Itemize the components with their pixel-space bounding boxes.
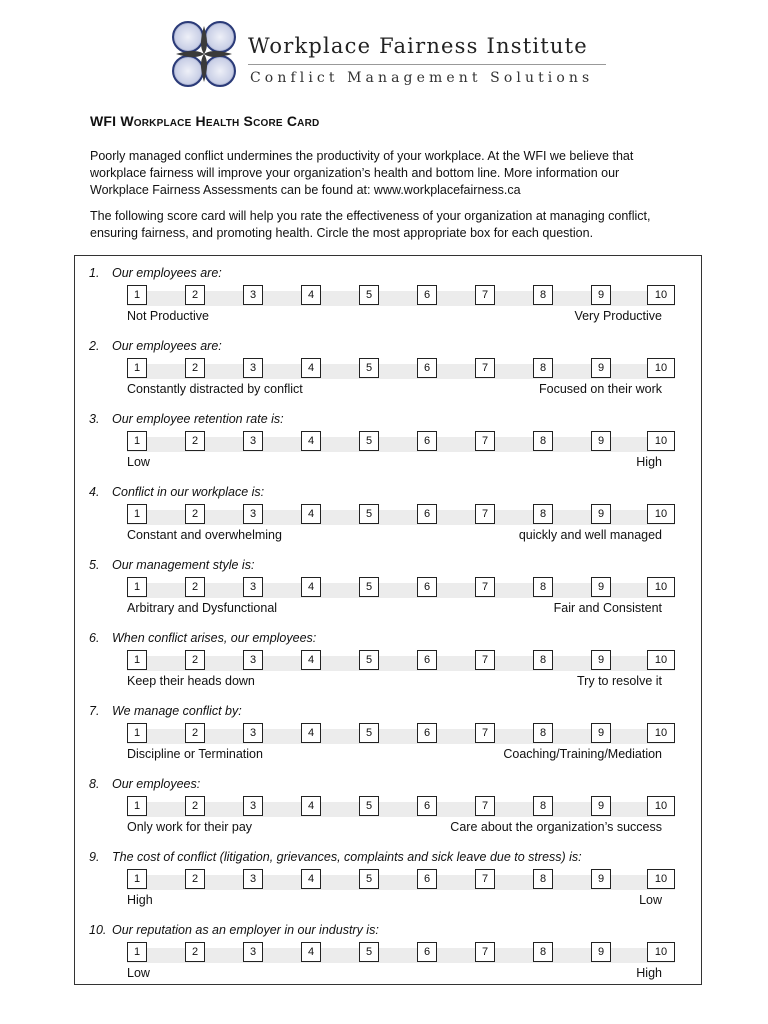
rating-box-10[interactable]: 10 (647, 431, 675, 451)
question-text (89, 631, 316, 645)
question-prompt: Our employee retention rate is: (112, 412, 284, 426)
question-text (89, 704, 242, 718)
question-9 (89, 844, 689, 914)
rating-box-1[interactable]: 1 (127, 723, 147, 743)
rating-box-2[interactable]: 2 (185, 796, 205, 816)
rating-box-10[interactable]: 10 (647, 796, 675, 816)
rating-box-2[interactable]: 2 (185, 723, 205, 743)
rating-box-1[interactable]: 1 (127, 577, 147, 597)
rating-box-1[interactable]: 1 (127, 796, 147, 816)
question-prompt: Our employees are: (112, 266, 222, 280)
rating-box-4[interactable]: 4 (301, 650, 321, 670)
rating-box-7[interactable]: 7 (475, 285, 495, 305)
question-prompt: Our management style is: (112, 558, 255, 572)
scale-high-label: Fair and Consistent (553, 601, 662, 615)
rating-box-7[interactable]: 7 (475, 577, 495, 597)
question-2 (89, 333, 689, 403)
rating-box-8[interactable]: 8 (533, 504, 553, 524)
rating-box-5[interactable]: 5 (359, 285, 379, 305)
rating-box-10[interactable]: 10 (647, 650, 675, 670)
question-10 (89, 917, 689, 987)
question-text (89, 412, 284, 426)
rating-box-9[interactable]: 9 (591, 942, 611, 962)
four-petal-logo-icon (170, 18, 238, 90)
rating-box-3[interactable]: 3 (243, 796, 263, 816)
question-1 (89, 260, 689, 330)
rating-box-6[interactable]: 6 (417, 577, 437, 597)
rating-box-10[interactable]: 10 (647, 869, 675, 889)
rating-box-8[interactable]: 8 (533, 869, 553, 889)
rating-scale (127, 504, 675, 526)
question-prompt: Our employees are: (112, 339, 222, 353)
scale-low-label: Discipline or Termination (127, 747, 263, 761)
rating-box-9[interactable]: 9 (591, 577, 611, 597)
scale-low-label: Constantly distracted by conflict (127, 382, 303, 396)
rating-scale (127, 285, 675, 307)
rating-box-5[interactable]: 5 (359, 650, 379, 670)
rating-box-3[interactable]: 3 (243, 504, 263, 524)
rating-box-4[interactable]: 4 (301, 504, 321, 524)
question-number: 6. (89, 631, 100, 645)
question-number: 7. (89, 704, 100, 718)
rating-box-4[interactable]: 4 (301, 285, 321, 305)
question-number: 10. (89, 923, 107, 937)
rating-box-4[interactable]: 4 (301, 942, 321, 962)
scale-low-label: Keep their heads down (127, 674, 255, 688)
rating-box-6[interactable]: 6 (417, 869, 437, 889)
rating-box-7[interactable]: 7 (475, 650, 495, 670)
header-logo (170, 14, 610, 94)
org-tagline: Conflict Management Solutions (250, 70, 594, 86)
question-text (89, 266, 222, 280)
rating-box-7[interactable]: 7 (475, 796, 495, 816)
scale-high-label: Low (639, 893, 662, 907)
rating-box-6[interactable]: 6 (417, 723, 437, 743)
rating-box-4[interactable]: 4 (301, 577, 321, 597)
rating-box-10[interactable]: 10 (647, 504, 675, 524)
rating-box-10[interactable]: 10 (647, 358, 675, 378)
question-number: 1. (89, 266, 100, 280)
rating-box-4[interactable]: 4 (301, 358, 321, 378)
rating-box-1[interactable]: 1 (127, 869, 147, 889)
rating-scale (127, 358, 675, 380)
question-number: 2. (89, 339, 100, 353)
rating-box-9[interactable]: 9 (591, 504, 611, 524)
question-prompt: Our employees: (112, 777, 201, 791)
rating-box-9[interactable]: 9 (591, 650, 611, 670)
question-prompt: When conflict arises, our employees: (112, 631, 317, 645)
rating-scale (127, 869, 675, 891)
question-text (89, 339, 222, 353)
question-prompt: Our reputation as an employer in our industry is: (112, 923, 379, 937)
rating-box-2[interactable]: 2 (185, 431, 205, 451)
rating-box-5[interactable]: 5 (359, 796, 379, 816)
rating-box-8[interactable]: 8 (533, 358, 553, 378)
rating-box-4[interactable]: 4 (301, 796, 321, 816)
rating-box-2[interactable]: 2 (185, 869, 205, 889)
rating-box-6[interactable]: 6 (417, 650, 437, 670)
rating-box-8[interactable]: 8 (533, 431, 553, 451)
rating-box-7[interactable]: 7 (475, 723, 495, 743)
question-4 (89, 479, 689, 549)
rating-box-5[interactable]: 5 (359, 358, 379, 378)
rating-box-7[interactable]: 7 (475, 942, 495, 962)
rating-box-6[interactable]: 6 (417, 942, 437, 962)
scale-high-label: Coaching/Training/Mediation (503, 747, 662, 761)
rating-box-5[interactable]: 5 (359, 942, 379, 962)
rating-box-10[interactable]: 10 (647, 723, 675, 743)
rating-box-9[interactable]: 9 (591, 723, 611, 743)
rating-box-8[interactable]: 8 (533, 650, 553, 670)
scale-low-label: Low (127, 966, 150, 980)
question-number: 3. (89, 412, 100, 426)
rating-box-4[interactable]: 4 (301, 869, 321, 889)
rating-box-9[interactable]: 9 (591, 285, 611, 305)
rating-box-9[interactable]: 9 (591, 796, 611, 816)
rating-box-3[interactable]: 3 (243, 285, 263, 305)
rating-box-1[interactable]: 1 (127, 431, 147, 451)
rating-box-2[interactable]: 2 (185, 650, 205, 670)
rating-box-8[interactable]: 8 (533, 577, 553, 597)
scale-high-label: quickly and well managed (518, 528, 662, 542)
scale-low-label: High (127, 893, 153, 907)
rating-box-3[interactable]: 3 (243, 869, 263, 889)
question-number: 8. (89, 777, 100, 791)
rating-box-3[interactable]: 3 (243, 942, 263, 962)
question-text (89, 777, 200, 791)
rating-box-6[interactable]: 6 (417, 358, 437, 378)
rating-box-3[interactable]: 3 (243, 650, 263, 670)
question-8 (89, 771, 689, 841)
scale-low-label: Only work for their pay (127, 820, 253, 834)
question-number: 9. (89, 850, 100, 864)
rating-box-3[interactable]: 3 (243, 358, 263, 378)
scale-high-label: Care about the organization’s success (450, 820, 662, 834)
question-prompt: The cost of conflict (litigation, grievances, complaints and sick leave due to stress) is: (112, 850, 582, 864)
scale-low-label: Arbitrary and Dysfunctional (127, 601, 278, 615)
rating-box-1[interactable]: 1 (127, 358, 147, 378)
question-6 (89, 625, 689, 695)
question-number: 5. (89, 558, 100, 572)
rating-box-1[interactable]: 1 (127, 942, 147, 962)
rating-box-8[interactable]: 8 (533, 796, 553, 816)
rating-scale (127, 431, 675, 453)
rating-box-2[interactable]: 2 (185, 285, 205, 305)
question-prompt: We manage conflict by: (112, 704, 242, 718)
rating-box-3[interactable]: 3 (243, 723, 263, 743)
rating-scale (127, 650, 675, 672)
question-prompt: Conflict in our workplace is: (112, 485, 265, 499)
rating-box-2[interactable]: 2 (185, 358, 205, 378)
question-text (89, 485, 264, 499)
rating-box-7[interactable]: 7 (475, 431, 495, 451)
scale-low-label: Low (127, 455, 150, 469)
rating-scale (127, 796, 675, 818)
rating-box-5[interactable]: 5 (359, 723, 379, 743)
rating-box-5[interactable]: 5 (359, 504, 379, 524)
rating-scale (127, 942, 675, 964)
rating-box-2[interactable]: 2 (185, 942, 205, 962)
rating-box-10[interactable]: 10 (647, 942, 675, 962)
rating-box-1[interactable]: 1 (127, 504, 147, 524)
rating-box-3[interactable]: 3 (243, 431, 263, 451)
document-title: WFI Workplace Health Score Card (90, 113, 320, 129)
rating-box-4[interactable]: 4 (301, 431, 321, 451)
rating-box-6[interactable]: 6 (417, 504, 437, 524)
scale-low-label: Constant and overwhelming (127, 528, 282, 542)
scale-low-label: Not Productive (127, 309, 209, 323)
question-5 (89, 552, 689, 622)
rating-box-3[interactable]: 3 (243, 577, 263, 597)
rating-box-10[interactable]: 10 (647, 285, 675, 305)
scale-high-label: High (636, 455, 662, 469)
rating-box-6[interactable]: 6 (417, 285, 437, 305)
scale-high-label: Focused on their work (539, 382, 662, 396)
rating-box-9[interactable]: 9 (591, 431, 611, 451)
rating-box-7[interactable]: 7 (475, 358, 495, 378)
rating-box-2[interactable]: 2 (185, 577, 205, 597)
rating-box-8[interactable]: 8 (533, 285, 553, 305)
rating-box-2[interactable]: 2 (185, 504, 205, 524)
question-number: 4. (89, 485, 100, 499)
rating-scale (127, 723, 675, 745)
rating-box-7[interactable]: 7 (475, 504, 495, 524)
rating-box-9[interactable]: 9 (591, 358, 611, 378)
logo-divider (248, 64, 606, 65)
intro-paragraph-1: Poorly managed conflict undermines the productivity of your workplace. At the WFI we believe that workplace fairness will improve your organization’s health and bottom line. More information our Workplace Fairness Assessments can be found at: www.workplacefairness.ca (90, 149, 634, 197)
rating-box-9[interactable]: 9 (591, 869, 611, 889)
rating-box-5[interactable]: 5 (359, 431, 379, 451)
question-text (89, 850, 582, 864)
org-name: Workplace Fairness Institute (248, 34, 588, 58)
score-card-box (74, 255, 702, 985)
rating-box-1[interactable]: 1 (127, 285, 147, 305)
question-7 (89, 698, 689, 768)
question-text (89, 558, 254, 572)
scale-high-label: Very Productive (574, 309, 662, 323)
rating-box-10[interactable]: 10 (647, 577, 675, 597)
scale-high-label: High (636, 966, 662, 980)
rating-scale (127, 577, 675, 599)
rating-box-4[interactable]: 4 (301, 723, 321, 743)
rating-box-1[interactable]: 1 (127, 650, 147, 670)
rating-box-6[interactable]: 6 (417, 796, 437, 816)
rating-box-6[interactable]: 6 (417, 431, 437, 451)
question-3 (89, 406, 689, 476)
rating-box-5[interactable]: 5 (359, 577, 379, 597)
rating-box-5[interactable]: 5 (359, 869, 379, 889)
rating-box-8[interactable]: 8 (533, 942, 553, 962)
scale-high-label: Try to resolve it (577, 674, 662, 688)
question-text (89, 923, 379, 937)
rating-box-8[interactable]: 8 (533, 723, 553, 743)
rating-box-7[interactable]: 7 (475, 869, 495, 889)
intro-paragraph-2: The following score card will help you rate the effectiveness of your organization at managing conflict, ensuring fairness, and promoting health. Circle the most appropriate box for each question. (90, 209, 651, 240)
